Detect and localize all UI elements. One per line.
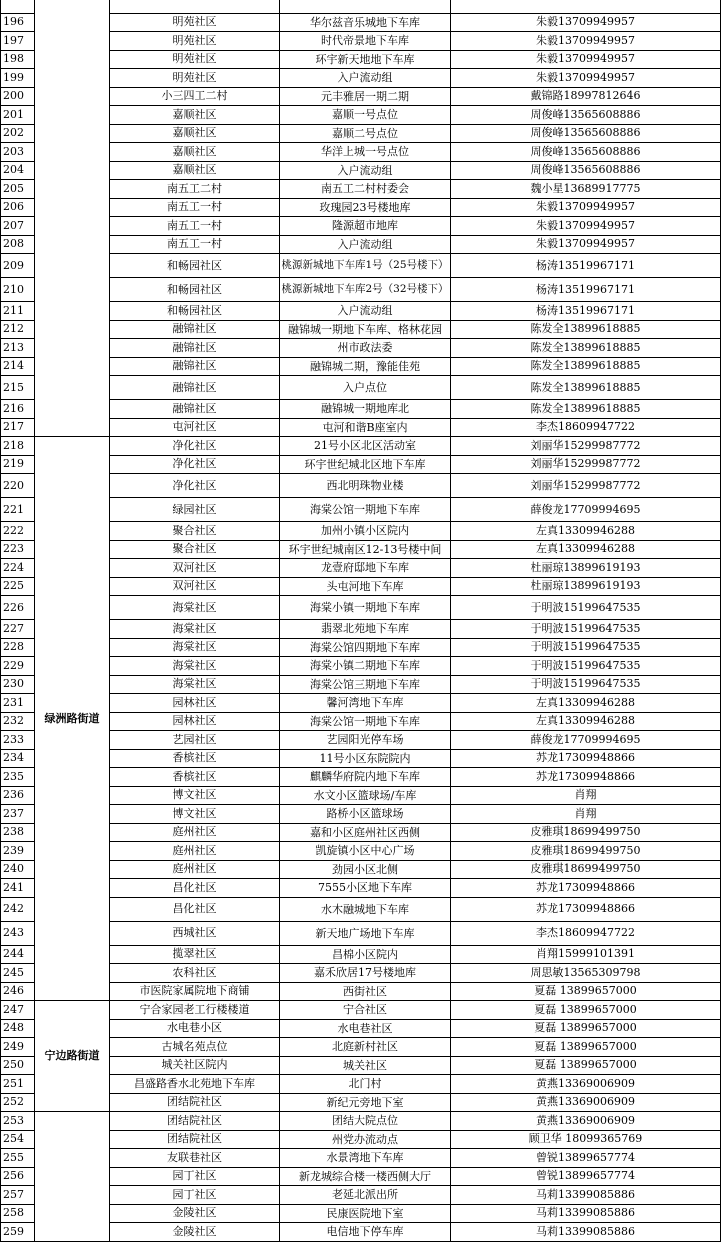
row-number: 240	[1, 860, 35, 879]
row-number: 224	[1, 559, 35, 578]
contact-cell: 杨涛13519967171	[451, 254, 721, 278]
community-cell: 南五工一村	[110, 198, 280, 217]
contact-cell: 左真13309946288	[451, 540, 721, 559]
row-number: 198	[1, 50, 35, 69]
location-cell: 老延北派出所	[280, 1186, 451, 1205]
contact-cell: 朱毅13709949957	[451, 235, 721, 254]
contact-cell: 于明波15199647535	[451, 638, 721, 657]
contact-cell: 朱毅13709949957	[451, 32, 721, 51]
location-cell: 新天地广场地下车库	[280, 921, 451, 945]
contact-cell: 肖翔15999101391	[451, 945, 721, 964]
location-cell: 麒麟华府院内地下车库	[280, 768, 451, 787]
contact-cell: 于明波15199647535	[451, 657, 721, 676]
community-cell: 金陵社区	[110, 1204, 280, 1223]
contact-cell: 左真13309946288	[451, 712, 721, 731]
contact-cell: 朱毅13709949957	[451, 69, 721, 88]
row-number: 241	[1, 879, 35, 898]
location-cell: 团结大院点位	[280, 1112, 451, 1131]
row-number: 209	[1, 254, 35, 278]
contact-cell: 马莉13399085886	[451, 1186, 721, 1205]
contact-cell: 魏小星13689917775	[451, 180, 721, 199]
row-number: 253	[1, 1112, 35, 1131]
location-cell: 环宇世纪城北区地下车库	[280, 455, 451, 474]
row-number: 258	[1, 1204, 35, 1223]
row-number: 216	[1, 400, 35, 419]
community-cell: 南五工二村	[110, 180, 280, 199]
community-cell: 和畅园社区	[110, 278, 280, 302]
row-number: 212	[1, 320, 35, 339]
row-number: 215	[1, 376, 35, 400]
street-name	[35, 1112, 110, 1242]
contact-cell: 皮雅琪18699499750	[451, 842, 721, 861]
location-cell: 水电巷社区	[280, 1019, 451, 1038]
row-number: 242	[1, 897, 35, 921]
row-number: 204	[1, 161, 35, 180]
community-cell: 香槟社区	[110, 768, 280, 787]
contact-cell: 夏磊 13899657000	[451, 1056, 721, 1075]
community-cell: 嘉顺社区	[110, 106, 280, 125]
location-cell: 7555小区地下车库	[280, 879, 451, 898]
community-cell: 金陵社区	[110, 1223, 280, 1242]
community-cell: 融锦社区	[110, 339, 280, 358]
row-number: 229	[1, 657, 35, 676]
contact-cell: 李杰18609947722	[451, 418, 721, 437]
community-cell: 明苑社区	[110, 50, 280, 69]
community-cell: 净化社区	[110, 455, 280, 474]
community-cell: 市医院家属院地下商铺	[110, 982, 280, 1001]
row-number: 239	[1, 842, 35, 861]
row-number: 244	[1, 945, 35, 964]
row-number: 202	[1, 124, 35, 143]
row-number: 235	[1, 768, 35, 787]
contact-cell: 于明波15199647535	[451, 675, 721, 694]
contact-cell: 陈发全13899618885	[451, 376, 721, 400]
community-cell: 海棠社区	[110, 675, 280, 694]
community-cell: 昌化社区	[110, 897, 280, 921]
table-row	[1, 1001, 721, 1020]
row-number: 251	[1, 1075, 35, 1094]
community-cell: 园丁社区	[110, 1167, 280, 1186]
location-cell: 海棠公馆一期地下车库	[280, 712, 451, 731]
row-number: 208	[1, 235, 35, 254]
community-cell: 友联巷社区	[110, 1149, 280, 1168]
community-cell: 水电巷小区	[110, 1019, 280, 1038]
row-number: 257	[1, 1186, 35, 1205]
row-number: 221	[1, 498, 35, 522]
row-number: 217	[1, 418, 35, 437]
location-cell: 路桥小区篮球场	[280, 805, 451, 824]
row-number: 249	[1, 1038, 35, 1057]
location-cell: 新纪元旁地下室	[280, 1093, 451, 1112]
contact-cell: 朱毅13709949957	[451, 198, 721, 217]
location-cell: 桃源新城地下车库2号（32号楼下）	[280, 278, 451, 302]
location-cell: 城关社区	[280, 1056, 451, 1075]
community-cell: 和畅园社区	[110, 254, 280, 278]
community-cell: 园丁社区	[110, 1186, 280, 1205]
community-cell: 香槟社区	[110, 749, 280, 768]
location-cell: 州市政法委	[280, 339, 451, 358]
row-number: 230	[1, 675, 35, 694]
location-cell: 新龙城综合楼一楼西侧大厅	[280, 1167, 451, 1186]
contact-cell: 周俊峰13565608886	[451, 161, 721, 180]
community-cell: 屯河社区	[110, 418, 280, 437]
location-cell: 桃源新城地下车库1号（25号楼下）	[280, 254, 451, 278]
community-cell: 海棠社区	[110, 620, 280, 639]
contact-cell: 杜丽琼13899619193	[451, 559, 721, 578]
street-name: 宁边路街道	[35, 1001, 110, 1112]
row-number: 234	[1, 749, 35, 768]
location-cell: 水景湾地下车库	[280, 1149, 451, 1168]
community-cell: 小三四工二村	[110, 87, 280, 106]
contact-cell	[451, 0, 721, 13]
contact-cell: 顾卫华 18099365769	[451, 1130, 721, 1149]
community-cell: 明苑社区	[110, 69, 280, 88]
contact-cell: 周俊峰13565608886	[451, 124, 721, 143]
contact-cell: 皮雅琪18699499750	[451, 860, 721, 879]
contact-cell: 刘丽华15299987772	[451, 437, 721, 456]
location-cell: 嘉顺一号点位	[280, 106, 451, 125]
contact-cell: 刘丽华15299987772	[451, 455, 721, 474]
table-row	[1, 0, 721, 13]
community-cell: 昌化社区	[110, 879, 280, 898]
row-number: 227	[1, 620, 35, 639]
location-cell: 21号小区北区活动室	[280, 437, 451, 456]
location-cell: 西街社区	[280, 982, 451, 1001]
location-cell: 环宇世纪城南区12-13号楼中间	[280, 540, 451, 559]
street-name	[35, 0, 110, 437]
location-cell: 北门村	[280, 1075, 451, 1094]
contact-cell: 曾锐13899657774	[451, 1167, 721, 1186]
community-cell: 庭州社区	[110, 823, 280, 842]
community-cell: 艺园社区	[110, 731, 280, 750]
community-cell: 博文社区	[110, 805, 280, 824]
location-cell: 州党办流动点	[280, 1130, 451, 1149]
row-number: 203	[1, 143, 35, 162]
row-number: 213	[1, 339, 35, 358]
contact-cell: 薛俊龙17709994695	[451, 498, 721, 522]
community-cell: 明苑社区	[110, 32, 280, 51]
contact-cell: 左真13309946288	[451, 694, 721, 713]
row-number: 223	[1, 540, 35, 559]
contact-cell: 马莉13399085886	[451, 1223, 721, 1242]
location-cell: 南五工二村村委会	[280, 180, 451, 199]
contact-cell: 杨涛13519967171	[451, 278, 721, 302]
community-cell: 揽翠社区	[110, 945, 280, 964]
community-cell: 团结院社区	[110, 1112, 280, 1131]
row-number: 220	[1, 474, 35, 498]
row-number: 226	[1, 596, 35, 620]
community-cell: 聚合社区	[110, 522, 280, 541]
location-cell: 馨河湾地下车库	[280, 694, 451, 713]
location-cell: 融锦城一期地库北	[280, 400, 451, 419]
contact-cell: 朱毅13709949957	[451, 217, 721, 236]
location-cell: 海棠公馆一期地下车库	[280, 498, 451, 522]
location-cell: 龙壹府邸地下车库	[280, 559, 451, 578]
row-number: 225	[1, 577, 35, 596]
location-cell: 融锦城二期，豫能佳苑	[280, 357, 451, 376]
row-number: 255	[1, 1149, 35, 1168]
community-cell: 双河社区	[110, 559, 280, 578]
row-number: 201	[1, 106, 35, 125]
community-cell	[110, 0, 280, 13]
row-number: 231	[1, 694, 35, 713]
community-cell: 融锦社区	[110, 320, 280, 339]
community-cell: 庭州社区	[110, 842, 280, 861]
community-cell: 海棠社区	[110, 657, 280, 676]
community-cell: 古城名苑点位	[110, 1038, 280, 1057]
location-cell: 西北明珠物业楼	[280, 474, 451, 498]
community-cell: 嘉顺社区	[110, 161, 280, 180]
location-cell: 华洋上城一号点位	[280, 143, 451, 162]
community-cell: 博文社区	[110, 786, 280, 805]
row-number: 210	[1, 278, 35, 302]
location-cell: 11号小区东院院内	[280, 749, 451, 768]
contact-cell: 于明波15199647535	[451, 620, 721, 639]
row-number: 232	[1, 712, 35, 731]
table-row	[1, 437, 721, 456]
location-cell: 北庭新村社区	[280, 1038, 451, 1057]
contact-cell: 黄燕13369006909	[451, 1112, 721, 1131]
row-number: 205	[1, 180, 35, 199]
community-cell: 海棠社区	[110, 638, 280, 657]
row-number: 197	[1, 32, 35, 51]
location-cell: 元丰雅居一期二期	[280, 87, 451, 106]
row-number: 200	[1, 87, 35, 106]
row-number	[1, 0, 35, 13]
location-cell: 入户流动组	[280, 302, 451, 321]
table-row	[1, 1112, 721, 1131]
location-cell: 加州小镇小区院内	[280, 522, 451, 541]
community-cell: 净化社区	[110, 437, 280, 456]
community-cell: 和畅园社区	[110, 302, 280, 321]
row-number: 218	[1, 437, 35, 456]
location-cell: 艺园阳光停车场	[280, 731, 451, 750]
contact-cell: 夏磊 13899657000	[451, 1038, 721, 1057]
contact-cell: 曾锐13899657774	[451, 1149, 721, 1168]
contact-cell: 周俊峰13565608886	[451, 143, 721, 162]
community-cell: 园林社区	[110, 694, 280, 713]
row-number: 222	[1, 522, 35, 541]
contact-cell: 夏磊 13899657000	[451, 1001, 721, 1020]
location-cell: 华尔兹音乐城地下车库	[280, 13, 451, 32]
row-number: 252	[1, 1093, 35, 1112]
contact-cell: 陈发全13899618885	[451, 357, 721, 376]
contact-cell: 黄燕13369006909	[451, 1093, 721, 1112]
contact-cell: 夏磊 13899657000	[451, 982, 721, 1001]
contact-cell: 陈发全13899618885	[451, 400, 721, 419]
location-cell: 水文小区篮球场/车库	[280, 786, 451, 805]
contact-cell: 周俊峰13565608886	[451, 106, 721, 125]
location-cell: 环宇新天地地下车库	[280, 50, 451, 69]
contact-cell: 夏磊 13899657000	[451, 1019, 721, 1038]
row-number: 246	[1, 982, 35, 1001]
contact-cell: 肖翔	[451, 805, 721, 824]
contact-cell: 刘丽华15299987772	[451, 474, 721, 498]
location-cell: 入户流动组	[280, 69, 451, 88]
community-cell: 农科社区	[110, 964, 280, 983]
row-number: 238	[1, 823, 35, 842]
location-cell: 隆源超市地库	[280, 217, 451, 236]
row-number: 256	[1, 1167, 35, 1186]
row-number: 250	[1, 1056, 35, 1075]
contact-cell: 陈发全13899618885	[451, 320, 721, 339]
contact-cell: 皮雅琪18699499750	[451, 823, 721, 842]
community-cell: 绿园社区	[110, 498, 280, 522]
row-number: 233	[1, 731, 35, 750]
community-cell: 嘉顺社区	[110, 143, 280, 162]
contact-cell: 周思敏13565309798	[451, 964, 721, 983]
location-cell: 嘉和小区庭州社区西侧	[280, 823, 451, 842]
location-cell: 入户流动组	[280, 235, 451, 254]
community-cell: 双河社区	[110, 577, 280, 596]
row-number: 247	[1, 1001, 35, 1020]
community-cell: 明苑社区	[110, 13, 280, 32]
location-cell: 海棠公馆四期地下车库	[280, 638, 451, 657]
row-number: 228	[1, 638, 35, 657]
community-cell: 庭州社区	[110, 860, 280, 879]
contact-cell: 李杰18609947722	[451, 921, 721, 945]
row-number: 254	[1, 1130, 35, 1149]
row-number: 245	[1, 964, 35, 983]
community-cell: 城关社区院内	[110, 1056, 280, 1075]
community-cell: 融锦社区	[110, 400, 280, 419]
street-name: 绿洲路街道	[35, 437, 110, 1001]
location-cell: 民康医院地下室	[280, 1204, 451, 1223]
contact-cell: 苏龙17309948866	[451, 879, 721, 898]
community-cell: 团结院社区	[110, 1093, 280, 1112]
location-cell: 宁合社区	[280, 1001, 451, 1020]
location-cell: 玫瑰园23号楼地库	[280, 198, 451, 217]
contact-cell: 苏龙17309948866	[451, 897, 721, 921]
location-cell: 海棠小镇一期地下车库	[280, 596, 451, 620]
contact-cell: 黄燕13369006909	[451, 1075, 721, 1094]
contact-cell: 马莉13399085886	[451, 1204, 721, 1223]
community-cell: 南五工一村	[110, 235, 280, 254]
contact-cell: 朱毅13709949957	[451, 13, 721, 32]
row-number: 243	[1, 921, 35, 945]
location-cell: 劲园小区北侧	[280, 860, 451, 879]
community-cell: 融锦社区	[110, 357, 280, 376]
location-cell: 时代帝景地下车库	[280, 32, 451, 51]
row-number: 199	[1, 69, 35, 88]
location-cell: 水木融城地下车库	[280, 897, 451, 921]
location-cell	[280, 0, 451, 13]
contact-cell: 苏龙17309948866	[451, 749, 721, 768]
row-number: 248	[1, 1019, 35, 1038]
community-cell: 海棠社区	[110, 596, 280, 620]
community-cell: 园林社区	[110, 712, 280, 731]
contact-cell: 杨涛13519967171	[451, 302, 721, 321]
row-number: 219	[1, 455, 35, 474]
community-cell: 西城社区	[110, 921, 280, 945]
location-cell: 电信地下停车库	[280, 1223, 451, 1242]
row-number: 211	[1, 302, 35, 321]
location-cell: 凯旋镇小区中心广场	[280, 842, 451, 861]
community-cell: 融锦社区	[110, 376, 280, 400]
row-number: 259	[1, 1223, 35, 1242]
location-cell: 入户流动组	[280, 161, 451, 180]
row-number: 207	[1, 217, 35, 236]
row-number: 237	[1, 805, 35, 824]
community-cell: 南五工一村	[110, 217, 280, 236]
community-cell: 聚合社区	[110, 540, 280, 559]
contact-cell: 陈发全13899618885	[451, 339, 721, 358]
location-cell: 嘉顺二号点位	[280, 124, 451, 143]
row-number: 196	[1, 13, 35, 32]
community-cell: 嘉顺社区	[110, 124, 280, 143]
contact-cell: 戴锦路18997812646	[451, 87, 721, 106]
community-cell: 宁合家园老工行楼楼道	[110, 1001, 280, 1020]
location-cell: 融锦城一期地下车库、格林花园	[280, 320, 451, 339]
location-cell: 头屯河地下车库	[280, 577, 451, 596]
location-cell: 屯河和谐B座室内	[280, 418, 451, 437]
row-number: 236	[1, 786, 35, 805]
community-cell: 昌盛路香水北苑地下车库	[110, 1075, 280, 1094]
row-number: 214	[1, 357, 35, 376]
location-cell: 海棠小镇二期地下车库	[280, 657, 451, 676]
location-cell: 翡翠北苑地下车库	[280, 620, 451, 639]
contact-cell: 苏龙17309948866	[451, 768, 721, 787]
location-cell: 昌棉小区院内	[280, 945, 451, 964]
contact-cell: 杜丽琼13899619193	[451, 577, 721, 596]
row-number: 206	[1, 198, 35, 217]
contact-cell: 朱毅13709949957	[451, 50, 721, 69]
contact-cell: 肖翔	[451, 786, 721, 805]
contact-cell: 薛俊龙17709994695	[451, 731, 721, 750]
location-cell: 海棠公馆三期地下车库	[280, 675, 451, 694]
location-cell: 嘉禾欣居17号楼地库	[280, 964, 451, 983]
community-cell: 团结院社区	[110, 1130, 280, 1149]
location-cell: 入户点位	[280, 376, 451, 400]
community-cell: 净化社区	[110, 474, 280, 498]
contact-cell: 于明波15199647535	[451, 596, 721, 620]
contact-cell: 左真13309946288	[451, 522, 721, 541]
